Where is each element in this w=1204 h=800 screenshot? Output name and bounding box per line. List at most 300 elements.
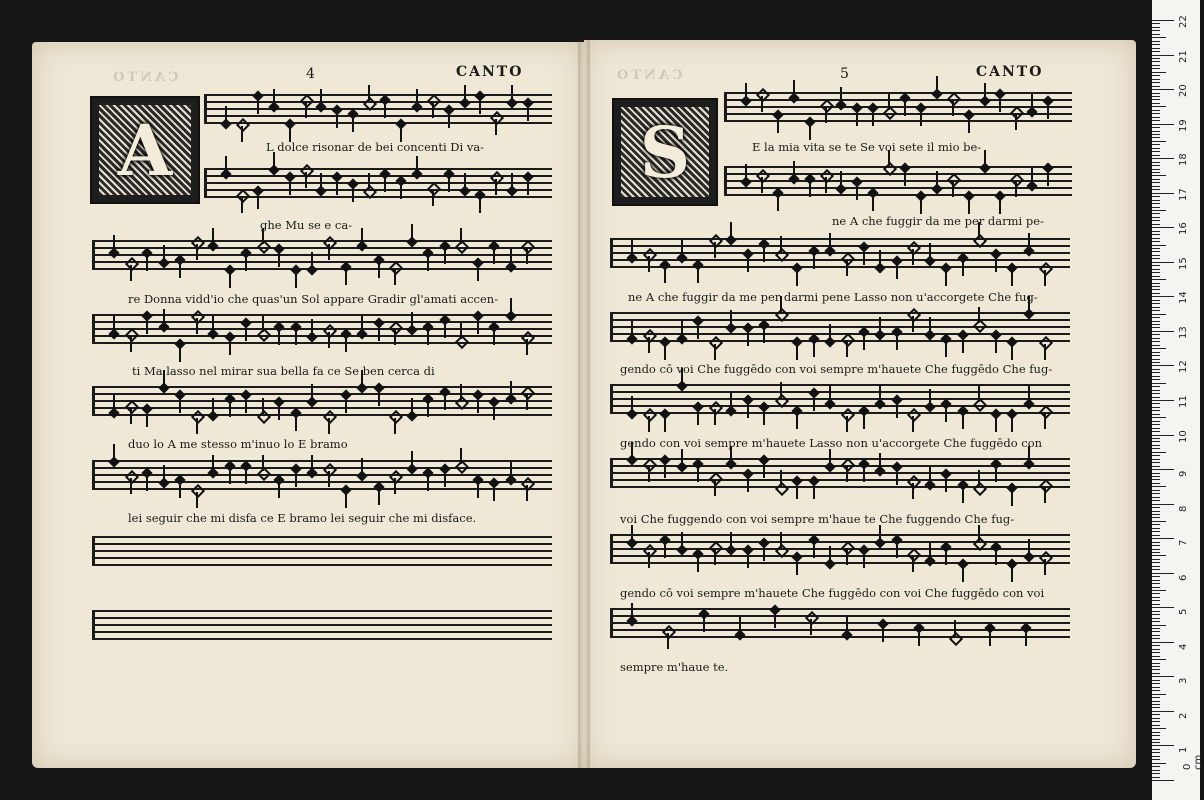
note-stem [196, 492, 198, 508]
ruler-tick [1152, 549, 1160, 550]
staff-line [610, 622, 1070, 624]
note-stem [879, 525, 881, 541]
ruler-tick [1152, 365, 1174, 366]
note-stem [273, 152, 275, 168]
note-stem [526, 248, 528, 264]
note-stem [510, 381, 512, 397]
ruler-number: 17 [1178, 187, 1189, 201]
staff-line [92, 638, 552, 640]
note-stem [495, 179, 497, 195]
ruler-tick [1152, 614, 1160, 615]
ruler-tick [1152, 283, 1160, 284]
ruler-tick [1152, 397, 1160, 398]
note-stem [730, 532, 732, 548]
note-stem [510, 462, 512, 478]
note-stem [745, 83, 747, 99]
staff-bar [610, 384, 613, 414]
ruler-tick [1152, 189, 1160, 190]
ruler-tick [1152, 673, 1160, 674]
right-lyric-line-5: gendo con voi sempre m'hauete Lasso non u'accorgete Che fuggēdo con [620, 436, 1043, 450]
ruler-tick [1152, 51, 1160, 52]
ruler-tick [1152, 424, 1160, 425]
ruler-number: 8 [1178, 505, 1189, 512]
left-initial-letter: A [117, 108, 173, 192]
note-stem [995, 549, 997, 565]
ruler-tick [1152, 742, 1160, 743]
note-stem [113, 316, 115, 332]
staff-line [92, 624, 552, 626]
note-stem [460, 228, 462, 244]
left-ghost-head: CANTO [110, 70, 179, 85]
ruler-tick [1152, 327, 1160, 328]
ruler-tick [1152, 262, 1174, 263]
ruler-tick [1152, 224, 1160, 225]
note-stem [810, 619, 812, 635]
staff-line [610, 541, 1070, 543]
left-lyric-line-6: lei seguir che mi disfa ce E bramo lei seguir che mi disface. [128, 511, 477, 525]
ruler-tick [1152, 766, 1160, 767]
ruler-tick [1152, 82, 1160, 83]
left-lyric-line-1: L dolce risonar de bei concenti Di va- [266, 140, 485, 154]
ruler-tick [1152, 497, 1160, 498]
measurement-ruler [1152, 0, 1204, 800]
ruler-tick [1152, 777, 1160, 778]
note-stem [394, 329, 396, 345]
staff-line [92, 631, 552, 633]
note-stem [648, 256, 650, 272]
note-stem [747, 256, 749, 272]
note-stem [225, 156, 227, 172]
ruler-tick [1152, 103, 1160, 104]
ruler-tick [1152, 386, 1160, 387]
note-stem [952, 100, 954, 116]
music-note [973, 482, 987, 496]
note-stem [1047, 170, 1049, 186]
note-stem [1028, 386, 1030, 402]
ruler-tick [1152, 725, 1160, 726]
staff-line [610, 326, 1070, 328]
ruler-tick [1152, 504, 1174, 505]
note-stem [904, 170, 906, 186]
note-stem [999, 198, 1001, 214]
ruler-tick [1152, 106, 1166, 107]
staff-line [724, 92, 1072, 94]
ruler-tick [1152, 165, 1160, 166]
note-stem [245, 468, 247, 484]
note-stem [305, 102, 307, 118]
note-stem [813, 483, 815, 499]
ruler-tick [1152, 276, 1160, 277]
note-stem [763, 327, 765, 343]
ruler-tick [1152, 265, 1160, 266]
ruler-tick [1152, 763, 1166, 764]
note-stem [464, 173, 466, 189]
staff-line [610, 562, 1070, 564]
note-stem [1028, 233, 1030, 249]
ruler-tick [1152, 144, 1160, 145]
note-stem [697, 409, 699, 425]
ruler-tick [1152, 414, 1160, 415]
ruler-tick [1152, 514, 1160, 515]
note-stem [631, 603, 633, 619]
note-stem [995, 337, 997, 353]
staff-line [204, 182, 552, 184]
right-staff [610, 238, 1070, 268]
ruler-tick [1152, 721, 1160, 722]
note-stem [229, 339, 231, 355]
note-stem [444, 322, 446, 338]
note-stem [968, 198, 970, 214]
ruler-tick [1152, 120, 1160, 121]
ruler-tick [1152, 48, 1160, 49]
staff-line [610, 398, 1070, 400]
note-stem [229, 272, 231, 288]
note-stem [411, 398, 413, 414]
ruler-tick [1152, 542, 1160, 543]
staff-line [610, 636, 1070, 638]
music-note [1039, 262, 1053, 276]
note-stem [863, 466, 865, 482]
note-stem [918, 630, 920, 646]
ruler-number: 12 [1178, 360, 1189, 374]
ruler-tick [1152, 231, 1160, 232]
note-stem [763, 246, 765, 262]
note-stem [856, 184, 858, 200]
ruler-tick [1152, 341, 1160, 342]
note-stem [444, 248, 446, 264]
note-stem [378, 262, 380, 278]
ruler-tick [1152, 500, 1160, 501]
ruler-tick [1152, 448, 1160, 449]
ruler-tick [1152, 359, 1160, 360]
right-lyric-line-3: ne A che fuggir da me per darmi pene Lasso non u'accorgete Che fug- [628, 290, 1038, 304]
ruler-tick [1152, 756, 1160, 757]
ruler-tick [1152, 552, 1160, 553]
note-stem [113, 235, 115, 251]
note-stem [995, 416, 997, 432]
note-stem [245, 397, 247, 413]
note-stem [432, 102, 434, 118]
ruler-tick [1152, 545, 1160, 546]
ruler-tick [1152, 296, 1174, 297]
ruler-tick [1152, 182, 1160, 183]
staff-line [724, 106, 1072, 108]
note-stem [1031, 94, 1033, 110]
note-stem [648, 552, 650, 568]
ruler-number: 7 [1178, 539, 1189, 547]
ruler-tick [1152, 310, 1160, 311]
ruler-tick [1152, 23, 1160, 24]
note-stem [1044, 487, 1046, 503]
note-stem [730, 222, 732, 238]
ruler-tick [1152, 569, 1160, 570]
ruler-tick [1152, 583, 1160, 584]
note-stem [146, 255, 148, 271]
staff-line [724, 166, 1072, 168]
note-stem [648, 466, 650, 482]
note-stem [328, 418, 330, 434]
ruler-tick [1152, 649, 1160, 650]
note-stem [984, 150, 986, 166]
ruler-tick [1152, 701, 1160, 702]
right-staff [724, 92, 1072, 122]
staff-bar [92, 536, 95, 566]
ruler-tick [1152, 631, 1160, 632]
ruler-tick [1152, 44, 1160, 45]
staff-line [610, 472, 1070, 474]
note-stem [196, 244, 198, 260]
ruler-tick [1152, 521, 1166, 522]
ruler-tick [1152, 438, 1160, 439]
note-stem [320, 89, 322, 105]
ruler-tick [1152, 220, 1160, 221]
note-stem [968, 117, 970, 133]
note-stem [929, 243, 931, 259]
ruler-tick [1152, 656, 1160, 657]
note-stem [681, 532, 683, 548]
ruler-tick [1152, 745, 1174, 746]
note-stem [863, 334, 865, 350]
note-stem [846, 260, 848, 276]
right-page-number: 5 [840, 66, 849, 82]
ruler-tick [1152, 34, 1160, 35]
note-stem [345, 492, 347, 508]
note-stem [697, 267, 699, 283]
note-stem [196, 418, 198, 434]
music-note [191, 484, 205, 498]
ruler-tick [1152, 618, 1160, 619]
music-note [709, 336, 723, 350]
staff-bar [724, 92, 727, 122]
note-stem [527, 179, 529, 195]
note-stem [493, 248, 495, 264]
note-stem [212, 455, 214, 471]
ruler-tick [1152, 435, 1174, 436]
staff-line [610, 534, 1070, 536]
note-stem [896, 334, 898, 350]
ruler-tick [1152, 690, 1160, 691]
ruler-tick [1152, 417, 1166, 418]
note-stem [320, 173, 322, 189]
note-stem [809, 181, 811, 197]
ruler-tick [1152, 293, 1160, 294]
note-stem [295, 471, 297, 487]
ruler-tick [1152, 659, 1166, 660]
note-stem [1044, 270, 1046, 286]
ruler-tick [1152, 476, 1160, 477]
note-stem [493, 329, 495, 345]
note-stem [262, 398, 264, 414]
note-stem [829, 386, 831, 402]
note-stem [714, 409, 716, 425]
note-stem [936, 76, 938, 92]
ruler-tick [1152, 490, 1160, 491]
ruler-tick [1152, 383, 1166, 384]
ruler-tick [1152, 96, 1160, 97]
note-stem [245, 255, 247, 271]
staff-line [92, 342, 552, 344]
staff-bar [204, 94, 207, 124]
note-stem [278, 329, 280, 345]
note-stem [378, 390, 380, 406]
note-stem [345, 397, 347, 413]
staff-line [92, 474, 552, 476]
note-stem [460, 323, 462, 339]
ruler-tick [1152, 37, 1166, 38]
note-stem [929, 317, 931, 333]
note-stem [146, 411, 148, 427]
ruler-tick [1152, 162, 1160, 163]
note-stem [295, 329, 297, 345]
ruler-number: 21 [1178, 49, 1189, 63]
staff-bar [92, 314, 95, 344]
ruler-tick [1152, 30, 1160, 31]
left-staff [204, 94, 552, 124]
ruler-tick [1152, 535, 1160, 536]
note-stem [526, 339, 528, 355]
ruler-tick [1152, 117, 1160, 118]
note-stem [945, 476, 947, 492]
note-stem [962, 487, 964, 503]
note-stem [809, 124, 811, 140]
note-stem [631, 396, 633, 412]
ruler-tick [1152, 169, 1160, 170]
staff-line [92, 467, 552, 469]
note-stem [495, 119, 497, 135]
ruler-tick [1152, 151, 1160, 152]
note-stem [257, 98, 259, 114]
note-stem [493, 485, 495, 501]
note-stem [345, 269, 347, 285]
note-stem [427, 475, 429, 491]
ruler-tick [1152, 127, 1160, 128]
note-stem [394, 478, 396, 494]
ruler-number: 3 [1178, 677, 1189, 685]
staff-bar [610, 238, 613, 268]
ruler-tick [1152, 555, 1166, 556]
music-note [907, 408, 921, 422]
music-note [841, 408, 855, 422]
ruler-tick [1152, 355, 1160, 356]
ruler-tick [1152, 72, 1166, 73]
note-stem [681, 449, 683, 465]
note-stem [477, 482, 479, 498]
note-stem [427, 401, 429, 417]
note-stem [829, 324, 831, 340]
note-stem [840, 171, 842, 187]
note-stem [432, 190, 434, 206]
note-stem [796, 483, 798, 499]
note-stem [664, 416, 666, 432]
note-stem [229, 401, 231, 417]
note-stem [747, 476, 749, 492]
note-stem [780, 236, 782, 252]
ruler-tick [1152, 362, 1160, 363]
right-lyric-line-1: E la mia vita se te Se voi sete il mio be- [752, 140, 982, 154]
ruler-tick [1152, 770, 1160, 771]
ruler-tick [1152, 628, 1160, 629]
staff-line [610, 266, 1070, 268]
note-stem [872, 110, 874, 126]
ruler-tick [1152, 604, 1160, 605]
note-stem [904, 100, 906, 116]
note-stem [896, 263, 898, 279]
ruler-tick [1152, 158, 1174, 159]
ruler-tick [1152, 517, 1160, 518]
left-lyric-line-3: re Donna vidd'io che quas'un Sol appare Gradir gl'amati accen- [128, 292, 499, 306]
staff-line [204, 122, 552, 124]
staff-line [610, 391, 1070, 393]
note-stem [130, 408, 132, 424]
staff-line [724, 99, 1072, 101]
note-stem [1047, 103, 1049, 119]
music-note [642, 408, 656, 422]
note-stem [444, 471, 446, 487]
note-stem [747, 330, 749, 346]
note-stem [427, 329, 429, 345]
note-stem [648, 337, 650, 353]
note-stem [793, 80, 795, 96]
note-stem [761, 96, 763, 112]
ruler-tick [1152, 524, 1160, 525]
ruler-tick [1152, 441, 1160, 442]
note-stem [394, 269, 396, 285]
note-stem [179, 397, 181, 413]
left-staff [92, 610, 552, 640]
ruler-tick [1152, 141, 1166, 142]
note-stem [954, 620, 956, 636]
ruler-tick [1152, 155, 1160, 156]
note-stem [278, 251, 280, 267]
ruler-tick [1152, 735, 1160, 736]
note-stem [714, 480, 716, 496]
ruler-tick [1152, 324, 1160, 325]
note-stem [411, 451, 413, 467]
ruler-tick [1152, 707, 1160, 708]
note-stem [703, 616, 705, 632]
note-stem [241, 197, 243, 213]
note-stem [829, 546, 831, 562]
ruler-tick [1152, 493, 1160, 494]
note-stem [978, 307, 980, 323]
ruler-number: 11 [1178, 395, 1189, 408]
ruler-tick [1152, 704, 1160, 705]
ruler-tick [1152, 559, 1160, 560]
left-staff [92, 314, 552, 344]
ruler-tick [1152, 600, 1160, 601]
ruler-tick [1152, 773, 1160, 774]
ruler-tick [1152, 134, 1160, 135]
note-stem [416, 89, 418, 105]
music-note [1039, 336, 1053, 350]
note-stem [477, 265, 479, 281]
staff-line [724, 173, 1072, 175]
right-lyric-line-4: gendo cō voi Che fuggēdo con voi sempre m'hauete Che fuggēdo Che fug- [620, 362, 1053, 376]
staff-bar [610, 608, 613, 638]
note-stem [920, 110, 922, 126]
music-note [236, 118, 250, 132]
right-staff [610, 384, 1070, 414]
note-stem [780, 382, 782, 398]
note-stem [714, 549, 716, 565]
ruler-tick [1152, 213, 1160, 214]
note-stem [278, 404, 280, 420]
ruler-tick [1152, 86, 1160, 87]
note-stem [945, 270, 947, 286]
ruler-tick [1152, 635, 1160, 636]
ruler-tick [1152, 352, 1160, 353]
note-stem [1025, 630, 1027, 646]
